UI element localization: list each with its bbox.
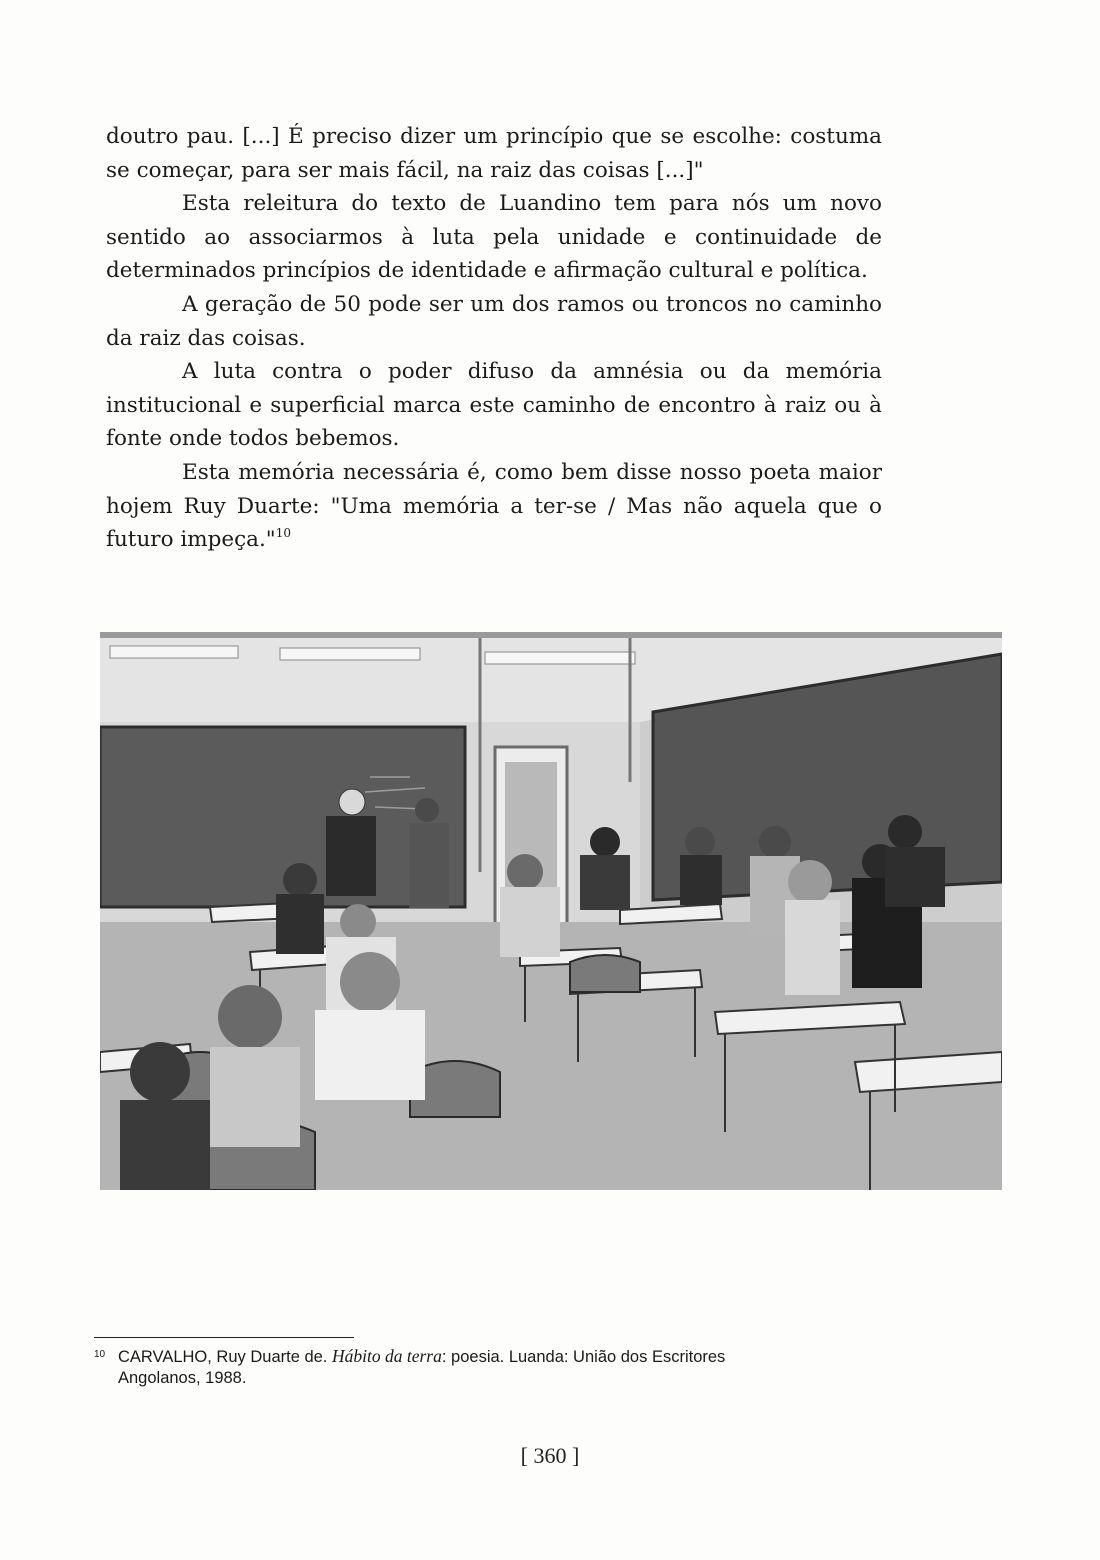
paragraph-continuation: doutro pau. [...] É preciso dizer um princípio que se escolhe: costuma se começar, para ser mais fácil, na raiz das coisas [...]": [106, 124, 882, 183]
paragraph: A luta contra o poder difuso da amnésia ou da memória institucional e superficial marca este caminho de encontro à raiz ou à fonte onde todos bebemos.: [106, 359, 882, 452]
footnote-separator: [94, 1337, 354, 1338]
footnote-reference: 10: [275, 526, 291, 541]
footnote-continuation: Angolanos, 1988.: [118, 1369, 247, 1387]
paragraph: A geração de 50 pode ser um dos ramos ou troncos no caminho da raiz das coisas.: [106, 291, 882, 351]
footnote-title: Hábito da terra: [332, 1346, 442, 1366]
photo-illustration: [100, 632, 1002, 1190]
paragraph-with-note: [106, 456, 882, 557]
paragraph: Esta releitura do texto de Luandino tem para nós um novo sentido ao associarmos à luta pela unidade e continuidade de determinados princípios de identidade e afirmação cultural e política.: [106, 191, 882, 284]
footnote-rest: : poesia. Luanda: União dos Escritores: [441, 1348, 726, 1366]
classroom-photograph: [100, 632, 1002, 1190]
page-number: [ 360 ]: [520, 1443, 580, 1468]
footnote-text: [118, 1348, 725, 1366]
footnote-author: CARVALHO, Ruy Duarte de.: [118, 1348, 328, 1366]
ceiling-light: [485, 652, 635, 664]
ceiling-light: [280, 648, 420, 660]
body-text: [106, 120, 882, 557]
footnote: 10 CARVALHO, Ruy Duarte de. Hábito da terra: poesia. Luanda: União dos Escritores Angolanos, 1988.: [94, 1346, 884, 1389]
ceiling-light: [110, 646, 238, 658]
paragraph-text: Esta memória necessária é, como bem disse nosso poeta maior hojem Ruy Duarte: "Uma memória a ter-se / Mas não aquela que o futuro impeça.": [106, 459, 882, 553]
